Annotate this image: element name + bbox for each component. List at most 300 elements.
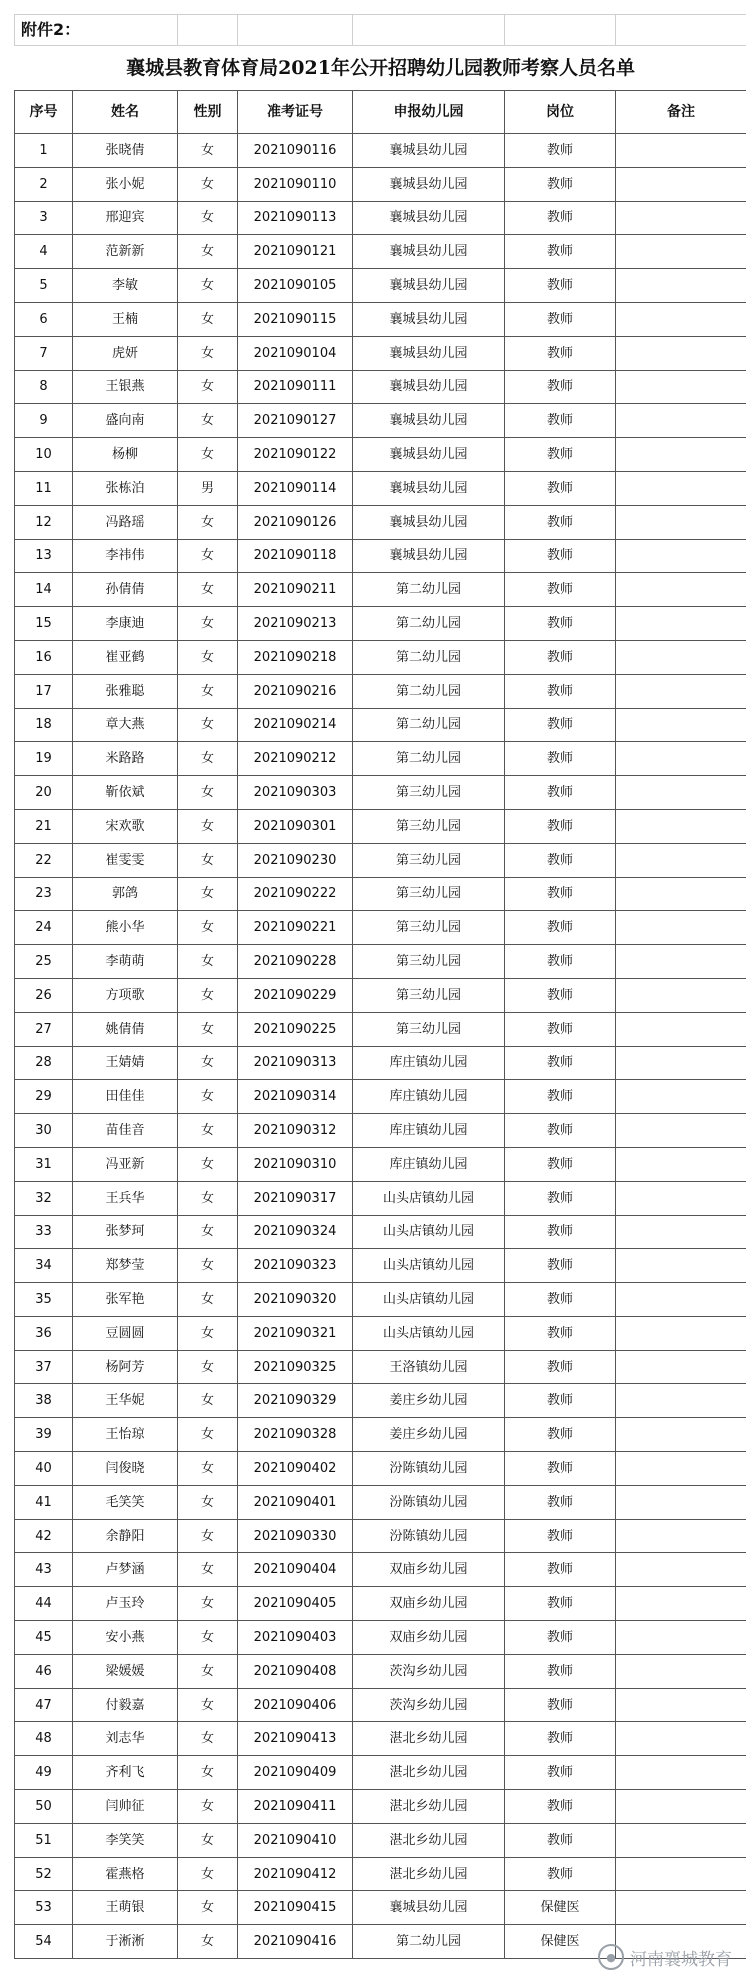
cell-remark — [616, 404, 746, 438]
cell-position: 教师 — [505, 438, 616, 472]
cell-exam-id: 2021090416 — [238, 1925, 353, 1959]
table-row — [15, 708, 746, 742]
cell-seq: 36 — [15, 1316, 73, 1350]
cell-seq: 41 — [15, 1485, 73, 1519]
watermark — [598, 1944, 732, 1970]
cell-gender: 女 — [178, 1925, 238, 1959]
cell-exam-id: 2021090114 — [238, 471, 353, 505]
cell-position: 教师 — [505, 1621, 616, 1655]
cell-remark — [616, 336, 746, 370]
cell-kindergarten: 第三幼儿园 — [353, 1012, 505, 1046]
cell-name: 孙倩倩 — [73, 573, 178, 607]
cell-gender: 女 — [178, 404, 238, 438]
cell-gender: 女 — [178, 1350, 238, 1384]
table-row — [15, 978, 746, 1012]
cell-remark — [616, 1485, 746, 1519]
cell-remark — [616, 776, 746, 810]
cell-exam-id: 2021090301 — [238, 809, 353, 843]
cell-remark — [616, 539, 746, 573]
cell-remark — [616, 978, 746, 1012]
cell-position: 教师 — [505, 1452, 616, 1486]
cell-exam-id: 2021090313 — [238, 1046, 353, 1080]
cell-kindergarten: 襄城县幼儿园 — [353, 167, 505, 201]
cell-exam-id: 2021090314 — [238, 1080, 353, 1114]
cell-gender: 女 — [178, 1654, 238, 1688]
cell-gender: 女 — [178, 302, 238, 336]
cell-exam-id: 2021090310 — [238, 1147, 353, 1181]
cell-position: 教师 — [505, 201, 616, 235]
cell-gender: 女 — [178, 809, 238, 843]
cell-name: 米路路 — [73, 742, 178, 776]
cell-kindergarten: 第二幼儿园 — [353, 742, 505, 776]
cell-kindergarten: 山头店镇幼儿园 — [353, 1249, 505, 1283]
cell-remark — [616, 1587, 746, 1621]
cell-name: 霍燕格 — [73, 1857, 178, 1891]
cell-remark — [616, 1857, 746, 1891]
cell-exam-id: 2021090121 — [238, 235, 353, 269]
cell-gender: 女 — [178, 708, 238, 742]
cell-remark — [616, 1316, 746, 1350]
cell-gender: 女 — [178, 1080, 238, 1114]
cell-gender: 女 — [178, 370, 238, 404]
table-row — [15, 235, 746, 269]
cell-exam-id: 2021090401 — [238, 1485, 353, 1519]
cell-kindergarten: 库庄镇幼儿园 — [353, 1147, 505, 1181]
cell-exam-id: 2021090111 — [238, 370, 353, 404]
table-row — [15, 911, 746, 945]
header-gender: 性别 — [178, 91, 238, 134]
cell-kindergarten: 汾陈镇幼儿园 — [353, 1519, 505, 1553]
table-row — [15, 201, 746, 235]
cell-seq: 18 — [15, 708, 73, 742]
cell-name: 方项歌 — [73, 978, 178, 1012]
cell-name: 王萌银 — [73, 1891, 178, 1925]
cell-name: 崔雯雯 — [73, 843, 178, 877]
cell-kindergarten: 襄城县幼儿园 — [353, 201, 505, 235]
cell-position: 教师 — [505, 1823, 616, 1857]
cell-remark — [616, 911, 746, 945]
cell-remark — [616, 1384, 746, 1418]
cell-seq: 37 — [15, 1350, 73, 1384]
cell-seq: 40 — [15, 1452, 73, 1486]
cell-gender: 女 — [178, 776, 238, 810]
cell-kindergarten: 第二幼儿园 — [353, 607, 505, 641]
cell-name: 李祎伟 — [73, 539, 178, 573]
table-row — [15, 1756, 746, 1790]
cell-seq: 54 — [15, 1925, 73, 1959]
table-row — [15, 776, 746, 810]
table-row — [15, 1857, 746, 1891]
cell-seq: 14 — [15, 573, 73, 607]
cell-gender: 女 — [178, 269, 238, 303]
cell-kindergarten: 襄城县幼儿园 — [353, 134, 505, 168]
table-row — [15, 1215, 746, 1249]
table-row — [15, 1553, 746, 1587]
table-row — [15, 1891, 746, 1925]
cell-exam-id: 2021090312 — [238, 1114, 353, 1148]
cell-exam-id: 2021090317 — [238, 1181, 353, 1215]
cell-seq: 22 — [15, 843, 73, 877]
cell-exam-id: 2021090410 — [238, 1823, 353, 1857]
cell-kindergarten: 库庄镇幼儿园 — [353, 1046, 505, 1080]
cell-name: 郑梦莹 — [73, 1249, 178, 1283]
cell-name: 余静阳 — [73, 1519, 178, 1553]
cell-remark — [616, 1350, 746, 1384]
cell-name: 安小燕 — [73, 1621, 178, 1655]
cell-remark — [616, 1418, 746, 1452]
attachment-label: 附件2： — [15, 15, 178, 46]
table-row — [15, 167, 746, 201]
cell-remark — [616, 302, 746, 336]
cell-position: 教师 — [505, 235, 616, 269]
cell-kindergarten: 襄城县幼儿园 — [353, 1891, 505, 1925]
cell-seq: 4 — [15, 235, 73, 269]
cell-gender: 女 — [178, 877, 238, 911]
cell-remark — [616, 1688, 746, 1722]
cell-kindergarten: 姜庄乡幼儿园 — [353, 1384, 505, 1418]
cell-seq: 26 — [15, 978, 73, 1012]
cell-exam-id: 2021090411 — [238, 1790, 353, 1824]
cell-seq: 27 — [15, 1012, 73, 1046]
cell-exam-id: 2021090115 — [238, 302, 353, 336]
cell-seq: 15 — [15, 607, 73, 641]
cell-exam-id: 2021090104 — [238, 336, 353, 370]
cell-name: 杨柳 — [73, 438, 178, 472]
cell-position: 保健医 — [505, 1925, 616, 1959]
cell-kindergarten: 库庄镇幼儿园 — [353, 1080, 505, 1114]
cell-position: 教师 — [505, 1114, 616, 1148]
cell-seq: 42 — [15, 1519, 73, 1553]
cell-seq: 21 — [15, 809, 73, 843]
table-row — [15, 1418, 746, 1452]
cell-remark — [616, 134, 746, 168]
cell-kindergarten: 襄城县幼儿园 — [353, 235, 505, 269]
cell-gender: 女 — [178, 1384, 238, 1418]
header-name: 姓名 — [73, 91, 178, 134]
cell-exam-id: 2021090225 — [238, 1012, 353, 1046]
cell-exam-id: 2021090126 — [238, 505, 353, 539]
cell-remark — [616, 843, 746, 877]
cell-position: 教师 — [505, 945, 616, 979]
cell-seq: 16 — [15, 640, 73, 674]
cell-remark — [616, 438, 746, 472]
cell-gender: 女 — [178, 201, 238, 235]
cell-position: 教师 — [505, 1587, 616, 1621]
cell-gender: 女 — [178, 1553, 238, 1587]
cell-gender: 女 — [178, 1114, 238, 1148]
cell-remark — [616, 1823, 746, 1857]
cell-position: 教师 — [505, 1553, 616, 1587]
cell-position: 教师 — [505, 1519, 616, 1553]
table-row — [15, 505, 746, 539]
cell-name: 冯亚新 — [73, 1147, 178, 1181]
cell-seq: 24 — [15, 911, 73, 945]
cell-seq: 35 — [15, 1283, 73, 1317]
cell-kindergarten: 山头店镇幼儿园 — [353, 1316, 505, 1350]
attachment-row — [15, 15, 746, 46]
cell-position: 教师 — [505, 505, 616, 539]
cell-remark — [616, 1654, 746, 1688]
table-row — [15, 336, 746, 370]
cell-position: 教师 — [505, 809, 616, 843]
cell-gender: 女 — [178, 573, 238, 607]
cell-gender: 女 — [178, 1823, 238, 1857]
table-row — [15, 1722, 746, 1756]
table-row — [15, 471, 746, 505]
cell-kindergarten: 库庄镇幼儿园 — [353, 1114, 505, 1148]
cell-kindergarten: 湛北乡幼儿园 — [353, 1756, 505, 1790]
cell-gender: 女 — [178, 1012, 238, 1046]
cell-seq: 50 — [15, 1790, 73, 1824]
cell-gender: 女 — [178, 607, 238, 641]
cell-position: 保健医 — [505, 1891, 616, 1925]
cell-remark — [616, 742, 746, 776]
cell-remark — [616, 640, 746, 674]
cell-kindergarten: 襄城县幼儿园 — [353, 370, 505, 404]
cell-remark — [616, 1891, 746, 1925]
cell-name: 毛笑笑 — [73, 1485, 178, 1519]
cell-exam-id: 2021090321 — [238, 1316, 353, 1350]
cell-seq: 25 — [15, 945, 73, 979]
cell-kindergarten: 襄城县幼儿园 — [353, 471, 505, 505]
cell-name: 冯路瑶 — [73, 505, 178, 539]
cell-kindergarten: 姜庄乡幼儿园 — [353, 1418, 505, 1452]
cell-seq: 23 — [15, 877, 73, 911]
cell-seq: 3 — [15, 201, 73, 235]
cell-gender: 女 — [178, 1519, 238, 1553]
cell-position: 教师 — [505, 404, 616, 438]
cell-exam-id: 2021090409 — [238, 1756, 353, 1790]
cell-kindergarten: 湛北乡幼儿园 — [353, 1790, 505, 1824]
cell-exam-id: 2021090212 — [238, 742, 353, 776]
cell-seq: 2 — [15, 167, 73, 201]
cell-exam-id: 2021090110 — [238, 167, 353, 201]
cell-exam-id: 2021090214 — [238, 708, 353, 742]
cell-gender: 女 — [178, 1688, 238, 1722]
cell-exam-id: 2021090324 — [238, 1215, 353, 1249]
cell-exam-id: 2021090330 — [238, 1519, 353, 1553]
cell-exam-id: 2021090122 — [238, 438, 353, 472]
cell-seq: 51 — [15, 1823, 73, 1857]
cell-seq: 43 — [15, 1553, 73, 1587]
cell-name: 齐利飞 — [73, 1756, 178, 1790]
cell-remark — [616, 1181, 746, 1215]
cell-kindergarten: 第三幼儿园 — [353, 843, 505, 877]
cell-exam-id: 2021090320 — [238, 1283, 353, 1317]
cell-seq: 6 — [15, 302, 73, 336]
cell-remark — [616, 1283, 746, 1317]
table-row — [15, 438, 746, 472]
cell-seq: 10 — [15, 438, 73, 472]
cell-position: 教师 — [505, 1418, 616, 1452]
cell-name: 宋欢歌 — [73, 809, 178, 843]
cell-position: 教师 — [505, 302, 616, 336]
cell-gender: 女 — [178, 1283, 238, 1317]
cell-exam-id: 2021090328 — [238, 1418, 353, 1452]
cell-gender: 女 — [178, 1891, 238, 1925]
cell-name: 张雅聪 — [73, 674, 178, 708]
cell-remark — [616, 607, 746, 641]
cell-exam-id: 2021090116 — [238, 134, 353, 168]
cell-remark — [616, 809, 746, 843]
cell-kindergarten: 第二幼儿园 — [353, 1925, 505, 1959]
cell-exam-id: 2021090402 — [238, 1452, 353, 1486]
cell-seq: 48 — [15, 1722, 73, 1756]
cell-gender: 女 — [178, 539, 238, 573]
cell-remark — [616, 1147, 746, 1181]
cell-kindergarten: 襄城县幼儿园 — [353, 336, 505, 370]
cell-exam-id: 2021090323 — [238, 1249, 353, 1283]
cell-remark — [616, 370, 746, 404]
cell-gender: 女 — [178, 1215, 238, 1249]
cell-name: 郭鸽 — [73, 877, 178, 911]
cell-exam-id: 2021090211 — [238, 573, 353, 607]
cell-position: 教师 — [505, 134, 616, 168]
cell-remark — [616, 505, 746, 539]
cell-seq: 33 — [15, 1215, 73, 1249]
cell-name: 靳依斌 — [73, 776, 178, 810]
table-row — [15, 1114, 746, 1148]
cell-position: 教师 — [505, 1722, 616, 1756]
roster-sheet — [14, 14, 746, 1959]
roster-table — [14, 14, 746, 1959]
cell-exam-id: 2021090329 — [238, 1384, 353, 1418]
table-row — [15, 1012, 746, 1046]
header-seq: 序号 — [15, 91, 73, 134]
cell-name: 姚倩倩 — [73, 1012, 178, 1046]
cell-exam-id: 2021090325 — [238, 1350, 353, 1384]
cell-kindergarten: 襄城县幼儿园 — [353, 269, 505, 303]
title-row — [15, 46, 746, 91]
cell-remark — [616, 674, 746, 708]
cell-position: 教师 — [505, 1147, 616, 1181]
cell-name: 苗佳音 — [73, 1114, 178, 1148]
cell-position: 教师 — [505, 1756, 616, 1790]
cell-name: 王楠 — [73, 302, 178, 336]
cell-gender: 女 — [178, 1790, 238, 1824]
cell-gender: 女 — [178, 134, 238, 168]
cell-kindergarten: 汾陈镇幼儿园 — [353, 1485, 505, 1519]
cell-exam-id: 2021090229 — [238, 978, 353, 1012]
table-row — [15, 1519, 746, 1553]
cell-position: 教师 — [505, 573, 616, 607]
cell-position: 教师 — [505, 1350, 616, 1384]
header-kindergarten: 申报幼儿园 — [353, 91, 505, 134]
cell-position: 教师 — [505, 471, 616, 505]
cell-seq: 44 — [15, 1587, 73, 1621]
cell-gender: 女 — [178, 978, 238, 1012]
cell-remark — [616, 235, 746, 269]
table-row — [15, 1080, 746, 1114]
table-row — [15, 1249, 746, 1283]
cell-exam-id: 2021090222 — [238, 877, 353, 911]
cell-name: 李笑笑 — [73, 1823, 178, 1857]
cell-kindergarten: 第三幼儿园 — [353, 776, 505, 810]
table-row — [15, 809, 746, 843]
table-row — [15, 539, 746, 573]
table-row — [15, 945, 746, 979]
table-row — [15, 1350, 746, 1384]
cell-gender: 女 — [178, 1418, 238, 1452]
cell-name: 梁媛媛 — [73, 1654, 178, 1688]
cell-exam-id: 2021090105 — [238, 269, 353, 303]
table-row — [15, 742, 746, 776]
cell-remark — [616, 1249, 746, 1283]
cell-position: 教师 — [505, 1283, 616, 1317]
table-row — [15, 1384, 746, 1418]
cell-remark — [616, 201, 746, 235]
cell-kindergarten: 第二幼儿园 — [353, 708, 505, 742]
cell-name: 豆圆圆 — [73, 1316, 178, 1350]
cell-exam-id: 2021090218 — [238, 640, 353, 674]
cell-remark — [616, 471, 746, 505]
cell-exam-id: 2021090230 — [238, 843, 353, 877]
cell-kindergarten: 湛北乡幼儿园 — [353, 1823, 505, 1857]
cell-gender: 男 — [178, 471, 238, 505]
cell-position: 教师 — [505, 1012, 616, 1046]
table-row — [15, 1688, 746, 1722]
cell-name: 卢玉玲 — [73, 1587, 178, 1621]
cell-seq: 5 — [15, 269, 73, 303]
table-row — [15, 1654, 746, 1688]
cell-name: 张小妮 — [73, 167, 178, 201]
cell-kindergarten: 王洛镇幼儿园 — [353, 1350, 505, 1384]
cell-kindergarten: 第二幼儿园 — [353, 640, 505, 674]
cell-position: 教师 — [505, 607, 616, 641]
cell-remark — [616, 1519, 746, 1553]
cell-name: 李萌萌 — [73, 945, 178, 979]
cell-remark — [616, 269, 746, 303]
cell-kindergarten: 山头店镇幼儿园 — [353, 1283, 505, 1317]
cell-position: 教师 — [505, 167, 616, 201]
cell-exam-id: 2021090413 — [238, 1722, 353, 1756]
cell-kindergarten: 第二幼儿园 — [353, 573, 505, 607]
cell-name: 于淅淅 — [73, 1925, 178, 1959]
cell-name: 张晓倩 — [73, 134, 178, 168]
cell-remark — [616, 1046, 746, 1080]
cell-remark — [616, 945, 746, 979]
cell-exam-id: 2021090405 — [238, 1587, 353, 1621]
table-row — [15, 269, 746, 303]
cell-position: 教师 — [505, 877, 616, 911]
cell-gender: 女 — [178, 167, 238, 201]
cell-position: 教师 — [505, 1181, 616, 1215]
cell-kindergarten: 茨沟乡幼儿园 — [353, 1688, 505, 1722]
cell-seq: 49 — [15, 1756, 73, 1790]
cell-position: 教师 — [505, 843, 616, 877]
cell-remark — [616, 167, 746, 201]
cell-name: 张栋泊 — [73, 471, 178, 505]
cell-position: 教师 — [505, 1080, 616, 1114]
table-row — [15, 1621, 746, 1655]
cell-gender: 女 — [178, 674, 238, 708]
cell-name: 付毅嘉 — [73, 1688, 178, 1722]
cell-seq: 47 — [15, 1688, 73, 1722]
cell-exam-id: 2021090127 — [238, 404, 353, 438]
cell-remark — [616, 1621, 746, 1655]
cell-kindergarten: 双庙乡幼儿园 — [353, 1587, 505, 1621]
cell-name: 杨阿芳 — [73, 1350, 178, 1384]
cell-remark — [616, 1722, 746, 1756]
cell-position: 教师 — [505, 776, 616, 810]
cell-exam-id: 2021090118 — [238, 539, 353, 573]
cell-kindergarten: 汾陈镇幼儿园 — [353, 1452, 505, 1486]
cell-exam-id: 2021090403 — [238, 1621, 353, 1655]
cell-kindergarten: 山头店镇幼儿园 — [353, 1181, 505, 1215]
cell-name: 王婧婧 — [73, 1046, 178, 1080]
cell-remark — [616, 573, 746, 607]
cell-gender: 女 — [178, 438, 238, 472]
